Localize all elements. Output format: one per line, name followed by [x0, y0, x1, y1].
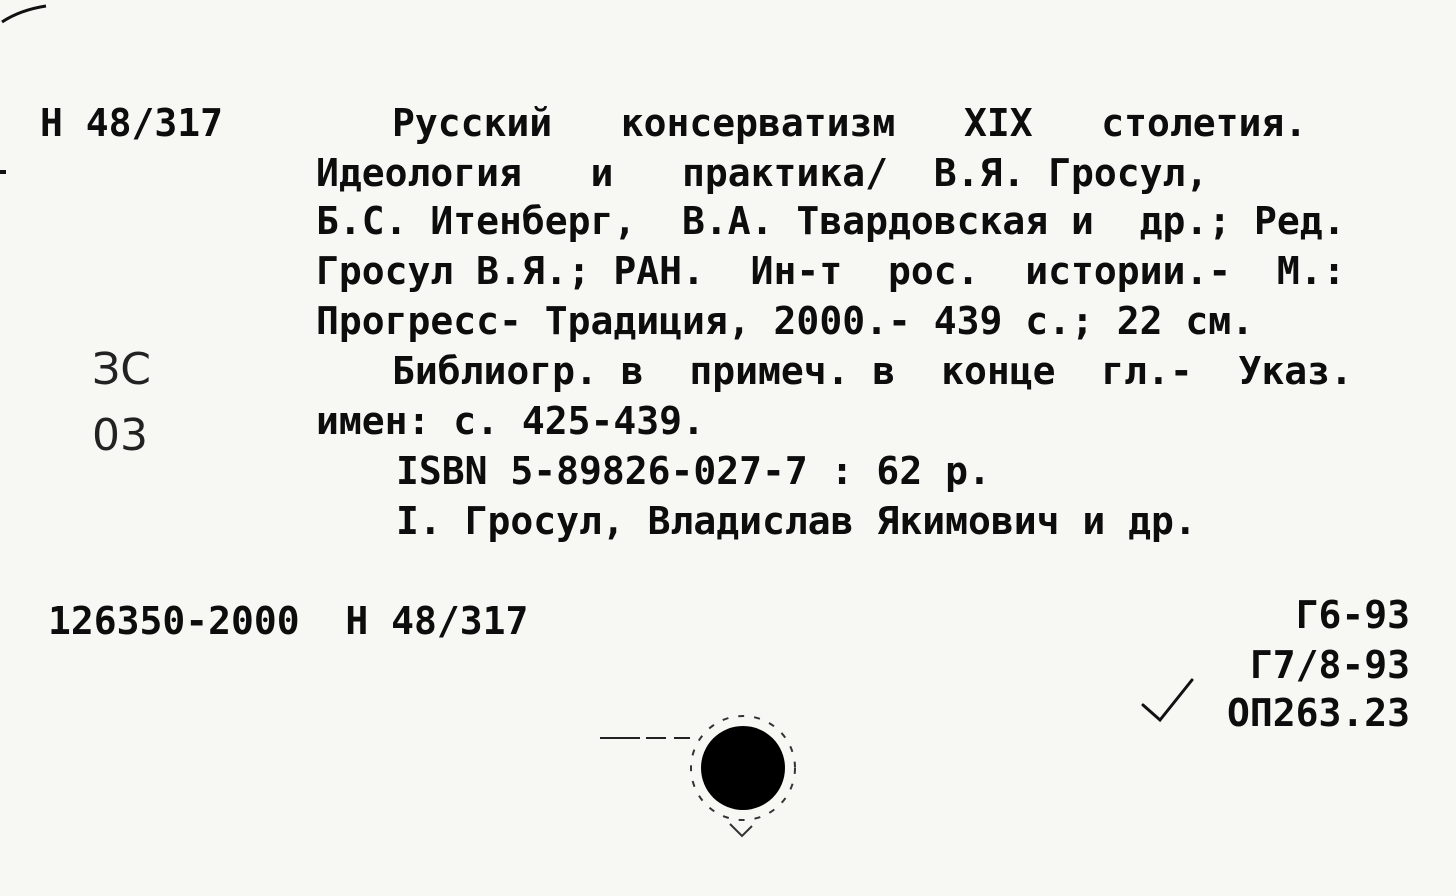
classification-code-2: Г7/8-93 — [1249, 643, 1410, 687]
isbn-line: ISBN 5-89826-027-7 : 62 р. — [396, 449, 991, 493]
call-number: Н 48/317 — [40, 101, 224, 145]
handwritten-code-2: 03 — [92, 410, 148, 461]
added-entry: I. Гросул, Владислав Якимович и др. — [396, 499, 1197, 543]
inventory-line: 126350-2000 Н 48/317 — [48, 599, 529, 643]
classification-code-3: ОП263.23 — [1226, 691, 1410, 735]
edge-mark — [0, 170, 6, 174]
description-line-1: Русский консерватизм XIX столетия. — [392, 101, 1308, 145]
description-line-3: Б.С. Итенберг, В.А. Твардовская и др.; Ред. — [316, 199, 1346, 243]
corner-scratch — [2, 6, 46, 22]
punch-hole-icon — [691, 716, 795, 836]
notes-line-1: Библиогр. в примеч. в конце гл.- Указ. — [392, 349, 1353, 393]
handwritten-code-1: ЗС — [92, 344, 151, 395]
description-line-5: Прогресс- Традиция, 2000.- 439 с.; 22 см. — [316, 299, 1254, 343]
description-line-2: Идеология и практика/ В.Я. Гросул, — [316, 151, 1209, 195]
notes-line-2: имен: с. 425-439. — [316, 399, 705, 443]
description-line-4: Гросул В.Я.; РАН. Ин-т рос. истории.- М.: — [316, 249, 1346, 293]
classification-code-1: Г6-93 — [1295, 593, 1410, 637]
